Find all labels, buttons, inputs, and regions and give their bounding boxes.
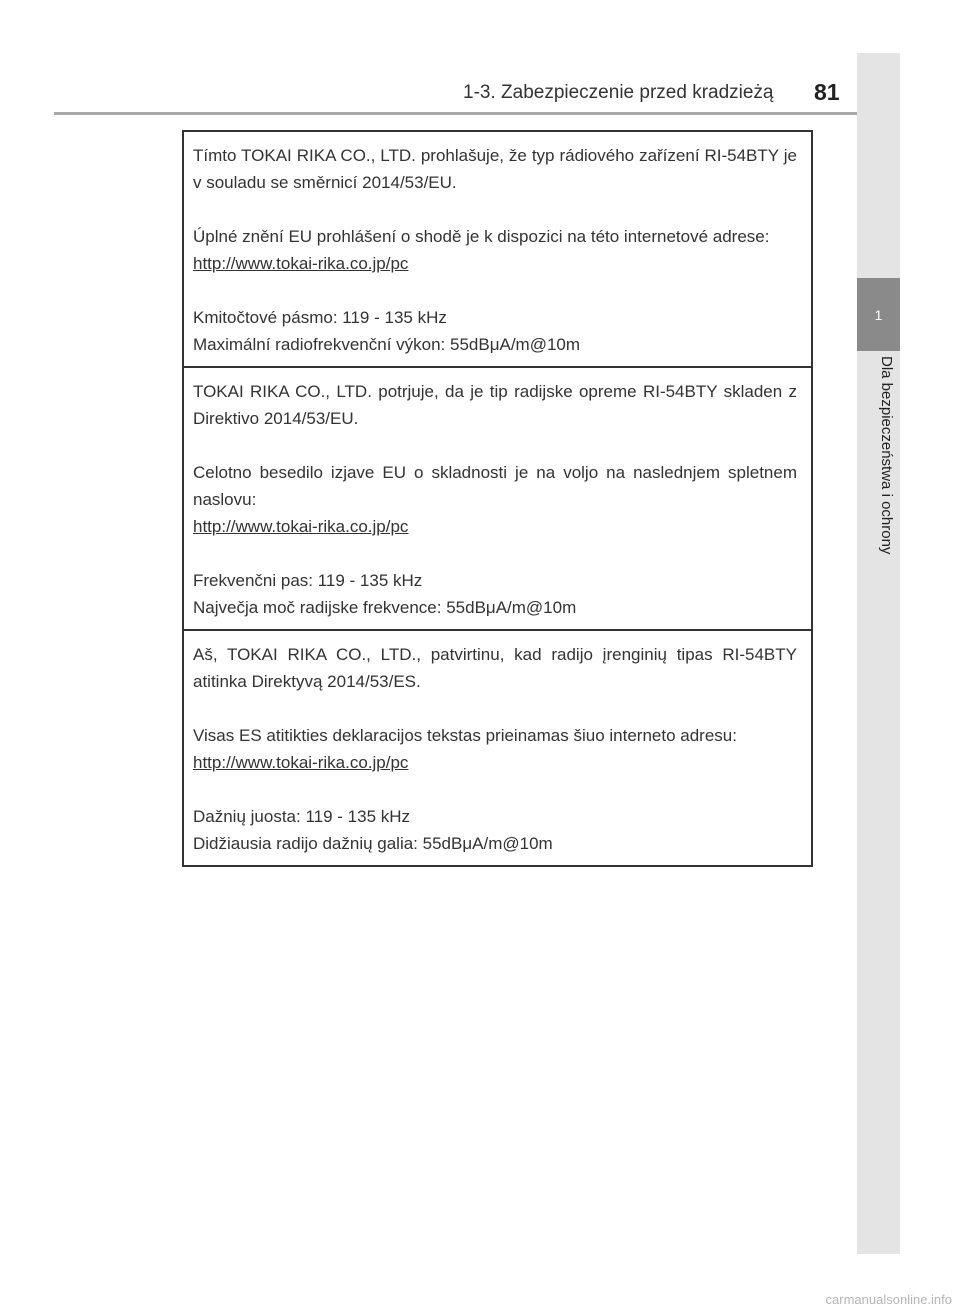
- header-divider: [54, 112, 900, 115]
- declaration-url-link[interactable]: http://www.tokai-rika.co.jp/pc: [193, 753, 409, 772]
- declaration-url-link[interactable]: http://www.tokai-rika.co.jp/pc: [193, 517, 409, 536]
- declaration-czech: [184, 132, 811, 366]
- frequency-band: Frekvenčni pas: 119 - 135 kHz: [193, 571, 423, 590]
- declaration-availability: Úplné znění EU prohlášení o shodě je k dispozici na této internetové adrese:: [193, 227, 770, 246]
- chapter-side-strip: [857, 53, 900, 1254]
- declaration-statement: Tímto TOKAI RIKA CO., LTD. prohlašuje, že typ rádiového zařízení RI-54BTY je v souladu se směrnicí 2014/53/EU.: [193, 146, 797, 192]
- max-power: Didžiausia radijo dažnių galia: 55dBμA/m@10m: [193, 834, 553, 853]
- frequency-band: Dažnių juosta: 119 - 135 kHz: [193, 807, 411, 826]
- chapter-label: Dla bezpieczeństwa i ochrony: [878, 356, 895, 555]
- chapter-tab[interactable]: 1: [857, 278, 900, 351]
- section-title: 1-3. Zabezpieczenie przed kradzieżą: [463, 82, 774, 103]
- site-watermark: carmanualsonline.info: [825, 1292, 952, 1307]
- declaration-slovenian: [184, 366, 811, 629]
- declaration-availability: Visas ES atitikties deklaracijos tekstas prieinamas šiuo interneto adresu:: [193, 726, 737, 745]
- declaration-url-link[interactable]: http://www.tokai-rika.co.jp/pc: [193, 254, 409, 273]
- declaration-availability: Celotno besedilo izjave EU o skladnosti je na voljo na naslednjem spletnem naslovu:: [193, 463, 797, 509]
- declaration-statement: TOKAI RIKA CO., LTD. potrjuje, da je tip radijske opreme RI-54BTY skladen z Direktivo 2014/53/EU.: [193, 382, 797, 428]
- declaration-lithuanian: [184, 629, 811, 865]
- declaration-box: [182, 130, 813, 867]
- max-power: Največja moč radijske frekvence: 55dBμA/m@10m: [193, 598, 577, 617]
- declaration-statement: Aš, TOKAI RIKA CO., LTD., patvirtinu, kad radijo įrenginių tipas RI-54BTY atitinka Direktyvą 2014/53/ES.: [193, 645, 797, 691]
- max-power: Maximální radiofrekvenční výkon: 55dBμA/m@10m: [193, 335, 581, 354]
- frequency-band: Kmitočtové pásmo: 119 - 135 kHz: [193, 308, 447, 327]
- page-number: 81: [814, 79, 840, 105]
